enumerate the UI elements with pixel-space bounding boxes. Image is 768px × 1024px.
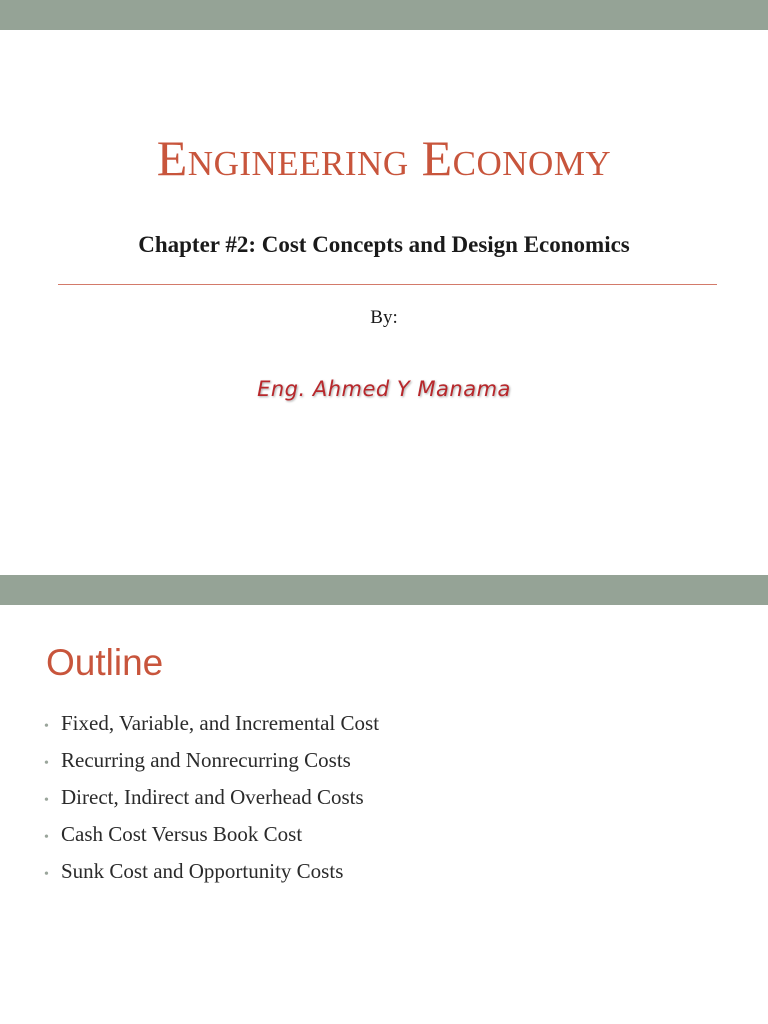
bullet-icon: • [44, 719, 49, 734]
divider-line [58, 284, 717, 285]
list-item-text: Cash Cost Versus Book Cost [61, 822, 303, 846]
bullet-icon: • [44, 793, 49, 808]
slide-top-band [0, 0, 768, 30]
list-item-text: Direct, Indirect and Overhead Costs [61, 785, 364, 809]
list-item [44, 856, 379, 893]
slide-top-band [0, 575, 768, 605]
outline-list [44, 708, 379, 893]
list-item [44, 782, 379, 819]
outline-slide [0, 575, 768, 1024]
list-item-text: Recurring and Nonrecurring Costs [61, 748, 351, 772]
by-label: By: [370, 307, 398, 328]
bullet-icon: • [44, 830, 49, 845]
slide-subtitle: Chapter #2: Cost Concepts and Design Economics [138, 232, 630, 257]
list-item [44, 708, 379, 745]
list-item [44, 819, 379, 856]
bullet-icon: • [44, 867, 49, 882]
author-name: Eng. Ahmed Y Manama [257, 377, 511, 401]
list-item-text: Fixed, Variable, and Incremental Cost [61, 711, 380, 735]
outline-heading: Outline [46, 642, 164, 683]
slide-title: Engineering Economy [156, 130, 612, 186]
bullet-icon: • [44, 756, 49, 771]
list-item-text: Sunk Cost and Opportunity Costs [61, 859, 344, 883]
list-item [44, 745, 379, 782]
